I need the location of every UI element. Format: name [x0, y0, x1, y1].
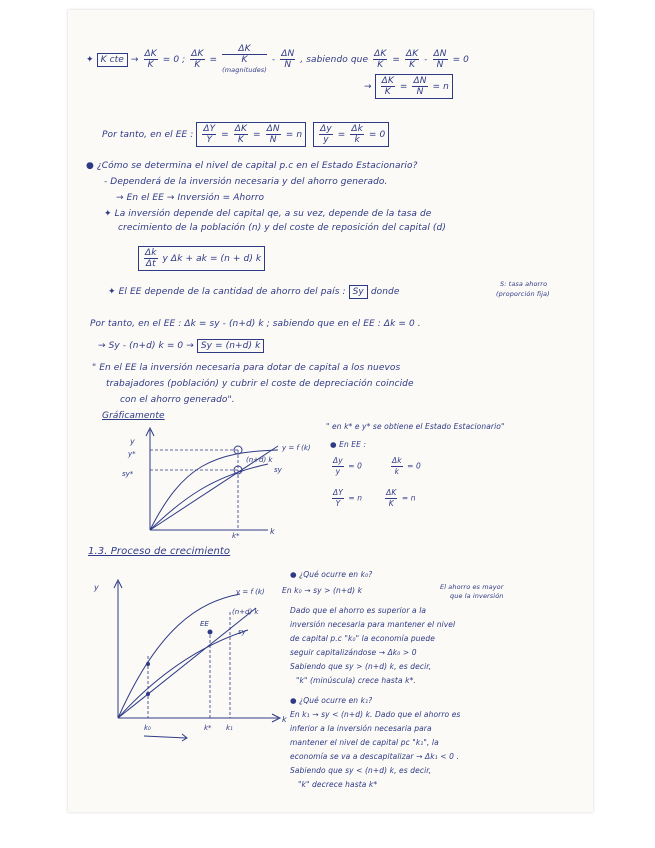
svg-text:(n+d) k: (n+d) k: [232, 608, 259, 616]
graph-title: Gráficamente: [102, 411, 165, 421]
svg-text:k₀: k₀: [144, 724, 151, 732]
boxed-equilibrium: Sy = (n+d) k: [197, 339, 265, 353]
explanation-line: seguir capitalizándose → Δk₀ > 0: [290, 648, 417, 657]
explanation-line: "k" (minúscula) crece hasta k*.: [296, 676, 416, 685]
quote-line: con el ahorro generado".: [120, 395, 235, 405]
svg-text:EE: EE: [200, 620, 209, 628]
svg-text:sy: sy: [274, 466, 282, 474]
savings-rate-note: (proporción fija): [496, 290, 550, 298]
steady-state-rates: Por tanto, en el EE : $\frac{\Delta Y}{Y}$ = $\frac{\Delta K}{K}$ = $\frac{\Delta N}{N}$ = n $\frac{\Delta y}{y}$ = $\frac{\Delta k}{k}$ = 0: [102, 122, 389, 147]
explanation-line: inferior a la inversión necesaria para: [290, 724, 432, 733]
explanation-line: Sabiendo que sy < (n+d) k, es decir,: [290, 766, 432, 775]
svg-text:(n+d) k: (n+d) k: [246, 456, 273, 464]
svg-text:y*: y*: [128, 450, 136, 458]
section-title: 1.3. Proceso de crecimiento: [88, 546, 231, 557]
steady-state-note: " en k* e y* se obtiene el Estado Estacionario": [326, 422, 505, 431]
fraction: $\frac{\Delta N}{N}$: [433, 49, 447, 70]
explanation-line: Sabiendo que sy > (n+d) k, es decir,: [290, 662, 432, 671]
boxed-aggregate-rates: $\frac{\Delta Y}{Y}$ = $\frac{\Delta K}{K}$ = $\frac{\Delta N}{N}$ = n: [196, 122, 306, 147]
note-line: Por tanto, en el EE : Δk = sy - (n+d) k ; sabiendo que en el EE : Δk = 0 .: [90, 319, 421, 329]
steady-state-point: [208, 630, 213, 635]
svg-text:k*: k*: [204, 724, 212, 732]
svg-text:sy: sy: [238, 628, 246, 636]
note-line: crecimiento de la población (n) y del coste de reposición del capital (d): [118, 223, 446, 233]
investment-line: [118, 608, 256, 718]
fraction: $\frac{\Delta K}{K}$: [405, 49, 419, 70]
boxed-capital-equation: $\frac{\Delta k}{\Delta t}$ y Δk + ak = (n + d) k: [138, 246, 265, 271]
quote-line: " En el EE la inversión necesaria para dotar de capital a los nuevos: [92, 363, 401, 373]
svg-text:k: k: [282, 715, 287, 724]
savings-line: ✦ El EE depende de la cantidad de ahorro del país : Sy donde: [108, 287, 400, 297]
boxed-k-cte: K cte: [97, 53, 128, 67]
note-line: - Dependerá de la inversión necesaria y del ahorro generado.: [104, 177, 388, 187]
k0-investment-point: [146, 692, 150, 696]
boxed-per-capita-rates: $\frac{\Delta y}{y}$ = $\frac{\Delta k}{k}$ = 0: [313, 122, 389, 147]
explanation-line: inversión necesaria para mantener el nivel: [290, 620, 456, 629]
k0-question: ● ¿Qué ocurre en k₀?: [290, 570, 373, 579]
svg-text:y = f (k): y = f (k): [236, 588, 265, 596]
arrow-text: →: [130, 55, 139, 65]
svg-text:y: y: [130, 437, 135, 446]
explanation-line: economía se va a descapitalizar → Δk₁ < 0 .: [290, 752, 459, 761]
fraction: $\frac{\Delta N}{N}$: [281, 49, 295, 70]
svg-text:y: y: [94, 583, 99, 592]
note-line: → En el EE → Inversión = Ahorro: [116, 193, 265, 203]
savings-curve: [118, 630, 248, 718]
question-line: ● ¿Cómo se determina el nivel de capital p.c en el Estado Estacionario?: [86, 161, 418, 171]
explanation-line: de capital p.c "k₀" la economía puede: [290, 634, 435, 643]
steady-state-note: ● En EE :: [330, 440, 367, 449]
note-line: ✦ La inversión depende del capital qe, a su vez, depende de la tasa de: [104, 209, 432, 219]
star-bullet: ✦: [86, 55, 94, 65]
savings-curve: [150, 464, 268, 530]
svg-text:k: k: [270, 527, 275, 536]
svg-text:k₁: k₁: [226, 724, 233, 732]
svg-text:k*: k*: [232, 532, 240, 540]
k0-side-note: El ahorro es mayor: [440, 583, 504, 591]
fraction: $\frac{\Delta K}{K}$: [144, 49, 157, 70]
svg-text:sy*: sy*: [122, 470, 134, 478]
growth-rate-result: [364, 74, 453, 99]
k0-side-note: que la inversión: [450, 592, 504, 600]
aggregate-rates: $\frac{\Delta Y}{Y}$ = n $\frac{\Delta K}{K}$ = n: [333, 488, 416, 508]
svg-text:y = f (k): y = f (k): [282, 444, 311, 452]
notebook-page: [68, 10, 593, 812]
constant-k-equation: ✦ K cte → $\frac{\Delta K}{K}$ = 0 ; $\frac{\Delta K}{K}$ = ΔK K (magnitudes) - $\frac{\Delta N}{N}$ , sabiendo que $\frac{\Delta K}{K}$ = $\frac{\Delta K}{K}$ - $\frac{\Delta N}{N}$ = 0: [86, 44, 469, 74]
fraction: $\frac{\Delta K}{K}$: [374, 49, 387, 70]
explanation-line: En k₁ → sy < (n+d) k. Dado que el ahorro es: [290, 710, 461, 719]
savings-rate-note: S: tasa ahorro: [500, 280, 548, 288]
steady-state-graph: [88, 420, 318, 540]
per-capita-rates: $\frac{\Delta y}{y}$ = 0 $\frac{\Delta k}{k}$ = 0: [333, 456, 421, 476]
explanation-line: Dado que el ahorro es superior a la: [290, 606, 427, 615]
arrow-text: →: [364, 82, 372, 92]
boxed-result: $\frac{\Delta K}{K}$ = $\frac{\Delta N}{N}$ = n: [375, 74, 453, 99]
equilibrium-line: → Sy - (n+d) k = 0 → Sy = (n+d) k: [98, 340, 264, 352]
k1-question: ● ¿Qué ocurre en k₁?: [290, 696, 373, 705]
explanation-line: "k" decrece hasta k*: [298, 780, 378, 789]
fraction-magnitudes: ΔK K (magnitudes): [222, 44, 267, 74]
direction-arrow: [144, 736, 186, 738]
k0-condition: En k₀ → sy > (n+d) k: [282, 586, 363, 595]
quote-line: trabajadores (población) y cubrir el coste de depreciación coincide: [106, 379, 414, 389]
k0-savings-point: [146, 662, 150, 666]
fraction: $\frac{\Delta K}{K}$: [191, 49, 204, 70]
boxed-sy: Sy: [349, 285, 368, 299]
explanation-line: mantener el nivel de capital pc "k₁", la: [290, 738, 439, 747]
